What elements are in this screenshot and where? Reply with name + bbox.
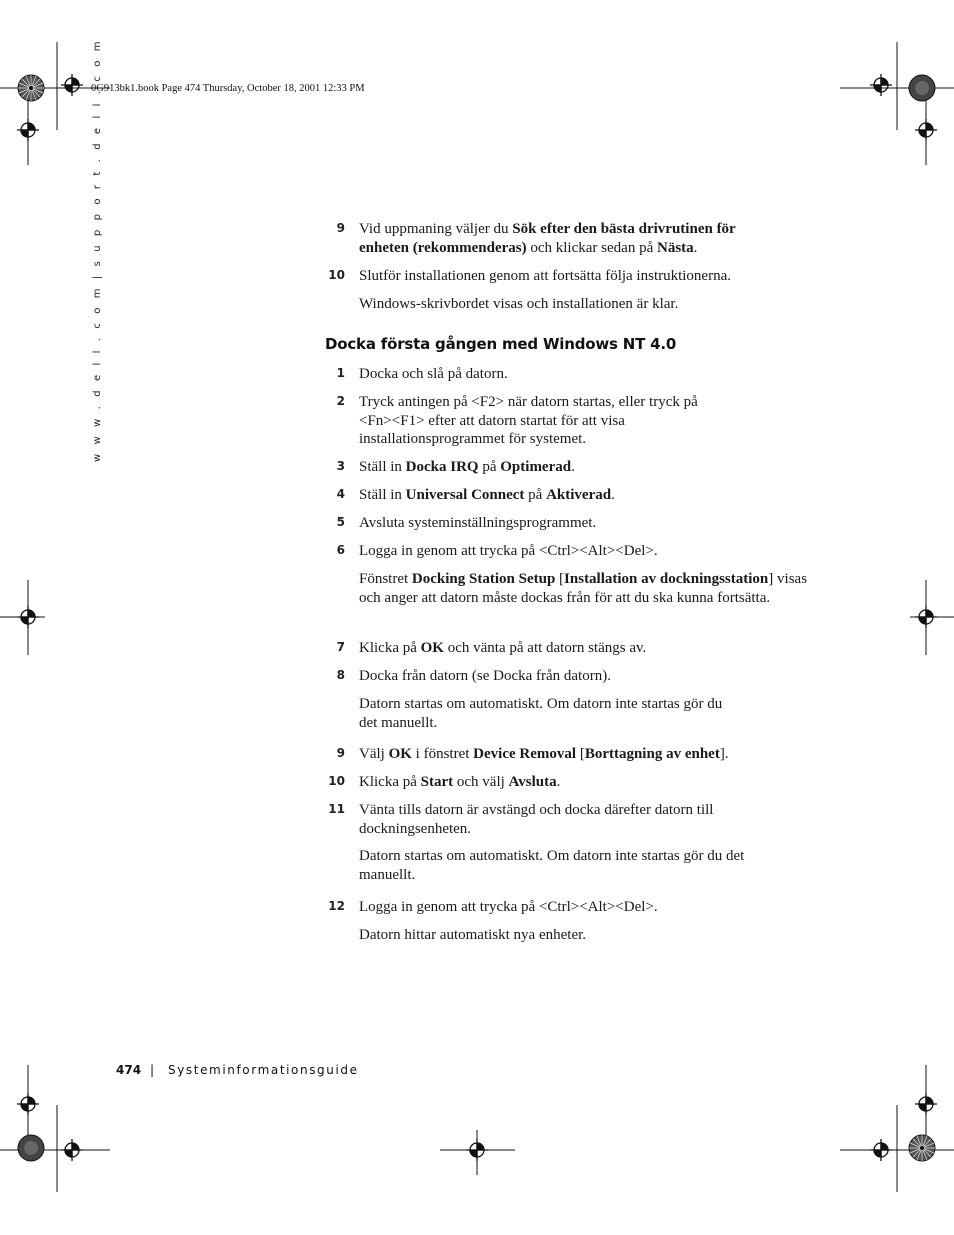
step-text: Klicka på OK och vänta på att datorn stängs av. — [359, 640, 647, 656]
step-number: 5 — [336, 515, 345, 529]
step-text: Välj OK i fönstret Device Removal [Borttagning av enhet]. — [359, 746, 729, 762]
step-text: Ställ in Docka IRQ på Optimerad. — [359, 459, 575, 475]
step-number: 4 — [336, 487, 345, 501]
step-text: Docka från datorn (se Docka från datorn). — [359, 668, 611, 684]
step-text: Ställ in Universal Connect på Aktiverad. — [359, 487, 615, 503]
step-text: Docka och slå på datorn. — [359, 366, 508, 382]
step-text: Vid uppmaning väljer du Sök efter den bästa drivrutinen för enheten (rekommenderas) och klickar sedan på Nästa. — [359, 221, 736, 256]
page-number: 474 — [116, 1063, 142, 1077]
footer-title: Systeminformationsguide — [168, 1063, 359, 1077]
step-number: 8 — [336, 668, 345, 682]
step-text: Avsluta systeminställningsprogrammet. — [359, 515, 597, 531]
step-number: 3 — [336, 459, 345, 473]
step-note: Datorn startas om automatiskt. Om datorn inte startas gör du det manuellt. — [359, 696, 723, 731]
print-slug: 0G913bk1.book Page 474 Thursday, October 18, 2001 12:33 PM — [91, 83, 365, 94]
step-text: Slutför installationen genom att fortsätta följa instruktionerna. — [359, 268, 731, 284]
step-note: Windows-skrivbordet visas och installationen är klar. — [359, 296, 679, 312]
footer-separator: | — [150, 1063, 155, 1077]
step-text: Logga in genom att trycka på <Ctrl><Alt><Del>. — [359, 543, 658, 559]
step-number: 2 — [336, 394, 345, 408]
step-number: 9 — [336, 746, 345, 760]
step-note: Datorn hittar automatiskt nya enheter. — [359, 927, 587, 943]
step-text: Vänta tills datorn är avstängd och docka därefter datorn till dockningsenheten. — [359, 802, 714, 837]
step-text: Logga in genom att trycka på <Ctrl><Alt><Del>. — [359, 899, 658, 915]
step-number: 10 — [328, 774, 345, 788]
step-number: 6 — [336, 543, 345, 557]
step-number: 11 — [328, 802, 345, 816]
side-url-text: w w w . d e l l . c o m | s u p p o r t . d e l l . c o m — [92, 38, 103, 462]
section-heading: Docka första gången med Windows NT 4.0 — [325, 335, 677, 353]
step-text: Klicka på Start och välj Avsluta. — [359, 774, 561, 790]
step-number: 1 — [336, 366, 345, 380]
step-number: 10 — [328, 268, 345, 282]
step-text: Tryck antingen på <F2> när datorn startas, eller tryck på <Fn><F1> efter att datorn startat för att visa installationsprogrammet för systemet. — [359, 394, 698, 447]
step-number: 12 — [328, 899, 345, 913]
step-note: Fönstret Docking Station Setup [Installation av dockningsstation] visas och anger att datorn måste dockas från för att du ska kunna fortsätta. — [359, 571, 808, 606]
step-number: 9 — [336, 221, 345, 235]
step-number: 7 — [336, 640, 345, 654]
step-note: Datorn startas om automatiskt. Om datorn inte startas gör du det manuellt. — [359, 848, 745, 883]
